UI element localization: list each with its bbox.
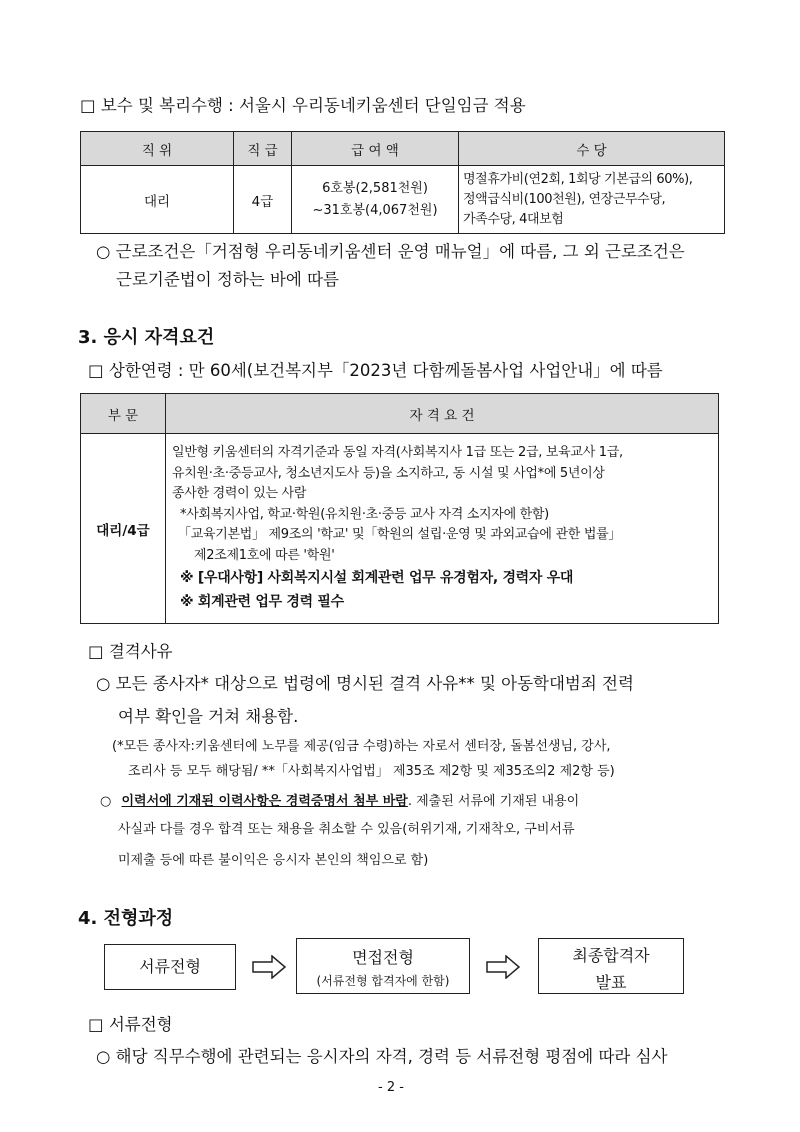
allowance-line: 명절휴가비(연2회, 1회당 기본급의 60%), [463,171,693,187]
flow-step-document [104,944,236,990]
col-header-category: 부 문 [81,394,166,434]
cell-allowance [459,166,725,234]
document-screening-heading: □ 서류전형 [88,1015,173,1034]
cell-grade: 4급 [234,166,292,234]
pay-table [80,131,725,234]
disqualification-line: ○ 모든 종사자* 대상으로 법령에 명시된 결격 사유** 및 아동학대범죄 전력 [96,674,634,693]
arrow-right-icon [252,955,286,979]
disqualification-heading: □ 결격사유 [88,642,173,661]
cv-emphasis: 이력서에 기재된 이력사항은 경력증명서 첨부 바람 [121,794,408,809]
qualification-table [80,393,719,624]
table-row [81,434,719,624]
col-header-allowance: 수 당 [459,132,725,166]
table-row [81,166,725,234]
allowance-line: 정액급식비(100천원), 연장근무수당, [463,191,666,207]
flow-step-final [538,938,684,994]
bullet: ○ [100,794,112,809]
cell-salary [292,166,459,234]
flow-step-interview [296,938,470,994]
preference-line: ※ [우대사항] 사회복지시설 회계관련 업무 유경험자, 경력자 우대 [180,570,574,586]
required-line: ※ 회계관련 업무 경력 필수 [180,594,344,610]
requirement-line: 일반형 키움센터의 자격기준과 동일 자격(사회복지사 1급 또는 2급, 보육교사 1급, [172,445,623,460]
work-condition-line: 근로기준법이 정하는 바에 따름 [116,270,339,289]
disqualification-note: (*모든 종사자:키움센터에 노무를 제공(임금 수령)하는 자로서 센터장, 돌봄선생님, 강사, [112,739,611,754]
salary-line: ~31호봉(4,067천원) [312,202,438,218]
requirement-line: 유치원·초·중등교사, 청소년지도사 등)을 소지하고, 동 시설 및 사업*에 5년이상 [172,465,605,481]
arrow-right-icon [486,955,520,979]
work-condition-line: ○ 근로조건은「거점형 우리동네키움센터 운영 매뉴얼」에 따름, 그 외 근로조건은 [96,242,685,261]
flow-step-sublabel: (서류전형 합격자에 한함) [316,974,450,988]
section-title: 4. 전형과정 [78,908,174,929]
col-header-salary: 급 여 액 [292,132,459,166]
section-title: 3. 응시 자격요건 [78,327,215,348]
pay-heading: □ 보수 및 복리수행 : 서울시 우리동네키움센터 단일임금 적용 [80,96,526,115]
salary-line: 6호봉(2,581천원) [322,180,428,196]
disqualification-note: 조리사 등 모두 해당됨/ **「사회복지사업법」 제35조 제2항 및 제35조의2 제2항 등) [128,764,615,779]
col-header-requirements: 자 격 요 건 [166,394,719,434]
requirement-line: 「교육기본법」 제9조의 '학교' 및「학원의 설립·운영 및 과외교습에 관한 법률」 [178,527,622,542]
flow-step-label: 최종합격자 [572,946,650,965]
cell-category: 대리/4급 [81,434,166,624]
cell-requirements [166,434,719,624]
cv-notice-rest: . 제출된 서류에 기재된 내용이 [407,794,580,809]
age-limit: □ 상한연령 : 만 60세(보건복지부「2023년 다함께돌봄사업 사업안내」에 따름 [88,361,663,380]
col-header-position: 직 위 [81,132,234,166]
cv-notice-line: 미제출 등에 따른 불이익은 응시자 본인의 책임으로 함) [118,853,429,868]
disqualification-line: 여부 확인을 거쳐 채용함. [118,707,299,726]
document-screening-line: ○ 해당 직무수행에 관련되는 응시자의 자격, 경력 등 서류전형 평점에 따라 심사 [96,1047,668,1066]
requirement-line: 종사한 경력이 있는 사람 [172,486,307,501]
cv-notice-line [100,790,579,809]
cv-notice-line: 사실과 다를 경우 합격 또는 채용을 취소할 수 있음(허위기재, 기재착오, 구비서류 [118,822,575,837]
page-number: - 2 - [378,1080,404,1095]
allowance-line: 가족수당, 4대보험 [463,211,564,227]
col-header-grade: 직 급 [234,132,292,166]
cell-position: 대리 [81,166,234,234]
flow-step-label: 서류전형 [139,957,201,976]
flow-step-label: 면접전형 [352,948,414,967]
requirement-line: *사회복지사업, 학교·학원(유치원·초·중등 교사 자격 소지자에 한함) [180,506,549,522]
requirement-line: 제2조제1호에 따른 '학원' [194,547,335,563]
flow-step-label: 발표 [595,973,627,992]
